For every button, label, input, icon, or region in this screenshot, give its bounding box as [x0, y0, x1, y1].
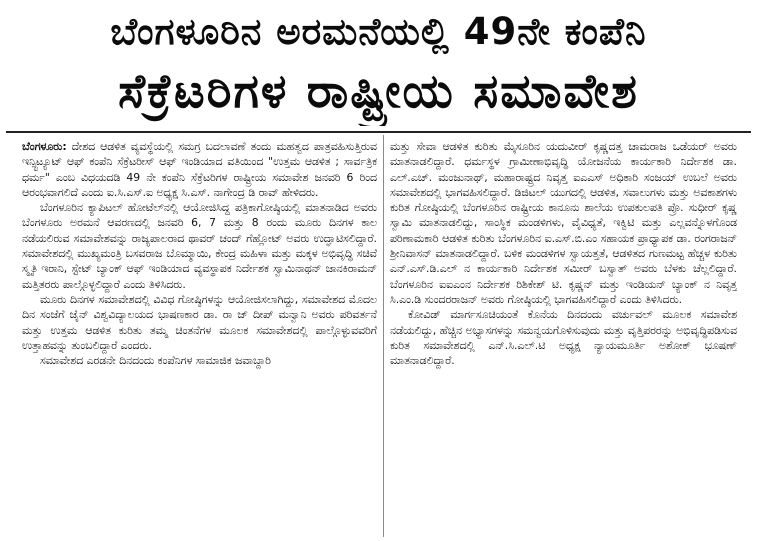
dateline: ಬೆಂಗಳೂರು:: [22, 140, 67, 153]
paragraph-text: ದೇಶದ ಆಡಳಿತ ವ್ಯವಸ್ಥೆಯಲ್ಲಿ ಸಮಗ್ರ ಬದಲಾವಣೆ ತಂದು ಮಹತ್ವದ ಪಾತ್ರವಹಿಸುತ್ತಿರುವ ಇನ್ಸ್ಟಿಟ್ಯೂಟ್ ಆಫ್ ಕಂಪೆನಿ ಸೆಕ್ರೆಟರೀಸ್ ಆಫ್ ಇಂಡಿಯಾದ ವತಿಯಿಂದ "ಉತ್ತಮ ಆಡಳಿತ ; ಸಾರ್ವತ್ರಿಕ ಧರ್ಮ" ಎಂಬ ವಿಧಯದಡಿ 49 ನೇ ಕಂಪೆನಿ ಸೆಕ್ರೆಟರಿಗಳ ರಾಷ್ಟ್ರೀಯ ಸಮಾವೇಶ ಜನವರಿ 6 ರಿಂದ ಆರಂಭವಾಗಲಿದೆ ಎಂದು ಐ.ಸಿ.ಎಸ್.ಐ ಅಧ್ಯಕ್ಷ ಸಿ.ಎಸ್. ನಾಗೇಂದ್ರ ಡಿ ರಾವ್ ಹೇಳಿದರು.: [22, 140, 377, 199]
column-divider: [383, 135, 384, 537]
article-paragraph-continued: ಮತ್ತು ಸೇವಾ ಆಡಳಿತ ಕುರಿತು ಮೈಸೂರಿನ ಯದುವೀರ್ ಕೃಷ್ಣದತ್ತ ಚಾಮರಾಜ ಒಡೆಯರ್ ಅವರು ಮಾತನಾಡಲಿದ್ದಾರೆ. ಧರ್ಮಸ್ಥಳ ಗ್ರಾಮೀಣಾಭಿವೃದ್ಧಿ ಯೋಜನೆಯ ಕಾರ್ಯಕಾರಿ ನಿರ್ದೇಶಕ ಡಾ. ಎಲ್.ಎಚ್. ಮಂಜುನಾಥ್, ಮಹಾರಾಷ್ಟ್ರದ ನಿವೃತ್ತ ಐಎಎಸ್ ಅಧಿಕಾರಿ ಸಂಜಯ್ ಉಬಲೆ ಅವರು ಸಮಾವೇಶದಲ್ಲಿ ಭಾಗವಹಿಸಲಿದ್ದಾರೆ. ಡಿಜಿಟಲ್ ಯುಗದಲ್ಲಿ ಆಡಳಿತ, ಸವಾಲುಗಳು ಮತ್ತು ಅವಕಾಶಗಳು ಕುರಿತ ಗೋಷ್ಠಿಯಲ್ಲಿ ಬೆಂಗಳೂರಿನ ರಾಷ್ಟ್ರೀಯ ಕಾನೂನು ಶಾಲೆಯ ಉಪಕುಲಪತಿ ಪ್ರೊ. ಸುಧೀರ್ ಕೃಷ್ಣ ಸ್ವಾಮಿ ಮಾತನಾಡಲಿದ್ದು, ಸಾಂಸ್ಥಿಕ ಮಂಡಳಿಗಳು, ವೈವಿಧ್ಯತೆ, ಇಕ್ವಿಟಿ ಮತ್ತು ಎಲ್ಲವನ್ನೊಳಗೊಂಡ ಪರಿಣಾಮಕಾರಿ ಆಡಳಿತ ಕುರಿತು ಬೆಂಗಳೂರಿನ ಐ.ಎಸ್.ಬಿ.ಎಂ ಸಹಾಯಕ ಪ್ರಾಧ್ಯಾಪಕ ಡಾ. ರಂಗರಾಜನ್ ಶ್ರೀನಿವಾಸನ್ ಮಾತನಾಡಲಿದ್ದಾರೆ. ಬಳಿಕ ಮಂಡಳಿಗಳ ಸ್ವಾಯತ್ತತೆ, ಆಡಳಿತದ ಗುಣಮಟ್ಟ ಹೆಚ್ಚಳ ಕುರಿತು ಎನ್.ಎಸ್.ಡಿ.ಎಲ್ ನ ಕಾರ್ಯಕಾರಿ ನಿರ್ದೇಶಕ ಸಮೀರ್ ಬಸ್ವಾತ್ ಅವರು ಬೆಳಕು ಚೆಲ್ಲಲಿದ್ದಾರೆ. ಬೆಂಗಳೂರಿನ ಐಐಎಂನ ನಿರ್ದೇಶಕ ರಿಶಿಕೇಶ್ ಟಿ. ಕೃಷ್ಣನ್ ಮತ್ತು ಇಂಡಿಯನ್ ಬ್ಯಾಂಕ್ ನ ನಿವೃತ್ತ ಸಿ.ಎಂ.ಡಿ ಸುಂದರರಾಜನ್ ಅವರು ಗೋಷ್ಠಿಯಲ್ಲಿ ಭಾಗವಹಿಸಲಿದ್ದಾರೆ ಎಂದು ತಿಳಿಸಿದರು.: [390, 140, 737, 306]
headline-line-2: ಸೆಕ್ರೆಟರಿಗಳ ರಾಷ್ಟ್ರೀಯ ಸಮಾವೇಶ: [118, 64, 639, 119]
article-lead-paragraph: [22, 139, 377, 200]
headline-line-1: ಬೆಂಗಳೂರಿನ ಅರಮನೆಯಲ್ಲಿ 49ನೇ ಕಂಪೆನಿ: [110, 10, 647, 53]
article-paragraph: ಸಮಾವೇಶದ ಎರಡನೇ ದಿನದಂದು ಕಂಪೆನಿಗಳ ಸಾಮಾಜಿಕ ಜವಾಬ್ದಾರಿ: [40, 354, 271, 368]
article-paragraph: ಮೂರು ದಿನಗಳ ಸಮಾವೇಶದಲ್ಲಿ ವಿವಿಧ ಗೋಷ್ಠಿಗಳನ್ನು ಆಯೋಜಿಸಲಾಗಿದ್ದು, ಸಮಾವೇಶದ ಮೊದಲ ದಿನ ಸಂಜೆಗೆ ಜೈನ್ ವಿಶ್ವವಿದ್ಯಾಲಯದ ಭಾಷಣಕಾರ ಡಾ. ರಾ ಜ್ ದೀಪ್ ಮನ್ವಾನಿ ಅವರು ಪರಿವರ್ತನೆ ಮತ್ತು ಉತ್ತಮ ಆಡಳಿತ ಕುರಿತು ತಮ್ಮ ಚಿಂತನೆಗಳ ಮೂಲಕ ಸಮಾವೇಶದಲ್ಲಿ ಪಾಲ್ಗೊಳ್ಳುವವರಿಗೆ ಉತ್ತಾಹವನ್ನು ತುಂಬಲಿದ್ದಾರೆ ಎಂದರು.: [22, 292, 377, 352]
article-paragraph: ಕೋವಿಡ್ ಮಾರ್ಗಸೂಚಿಯಂತೆ ಕೊನೆಯ ದಿನದಂದು ವರ್ಚುವಲ್ ಮೂಲಕ ಸಮಾವೇಶ ನಡೆಯಲಿದ್ದು, ಹೆಚ್ಚಿನ ಅಭ್ಯಾಸಗಳನ್ನು ಸಮನ್ವಯಗೊಳಿಸುವುದು ಮತ್ತು ವೃತ್ತಿಪರರನ್ನು ಅಭಿವೃದ್ಧಿಪಡಿಸುವ ಕುರಿತ ಸಮಾವೇಶದಲ್ಲಿ ಎನ್.ಸಿ.ಎಲ್.ಟಿ ಅಧ್ಯಕ್ಷ ನ್ಯಾಯಮೂರ್ತಿ ಅಶೋಕ್ ಭೂಷಣ್ ಮಾತನಾಡಲಿದ್ದಾರೆ.: [390, 308, 737, 368]
headline-rule: [6, 131, 751, 133]
article-paragraph: ಬೆಂಗಳೂರಿನ ಕ್ಯಾಪಿಟಲ್ ಹೋಟೆಲ್‌ನಲ್ಲಿ ಆಯೋಜಿಸಿದ್ದ ಪತ್ರಿಕಾಗೋಷ್ಠಿಯಲ್ಲಿ ಮಾತನಾಡಿದ ಅವರು ಬೆಂಗಳೂರು ಅರಮನೆ ಆವರಣದಲ್ಲಿ ಜನವರಿ 6, 7 ಮತ್ತು 8 ರಂದು ಮೂರು ದಿನಗಳ ಕಾಲ ನಡೆಯಲಿರುವ ಸಮಾವೇಶವನ್ನು ರಾಜ್ಯಪಾಲರಾದ ಥಾವರ್ ಚಂದ್ ಗೆಹ್ಲೋಟ್ ಅವರು ಉದ್ಘಾಟಿಸಲಿದ್ದಾರೆ. ಸಮಾವೇಶದಲ್ಲಿ ಮುಖ್ಯಮಂತ್ರಿ ಬಸವರಾಜ ಬೊಮ್ಮಾಯಿ, ಕೇಂದ್ರ ಮಹಿಳಾ ಮತ್ತು ಮಕ್ಕಳ ಅಭಿವೃದ್ಧಿ ಸಚಿವೆ ಸ್ಮೃತಿ ಇರಾನಿ, ಸ್ಟೇಟ್ ಬ್ಯಾಂಕ್ ಆಫ್ ಇಂಡಿಯಾದ ವ್ಯವಸ್ಥಾಪಕ ನಿರ್ದೇಶಕ ಸ್ವಾಮಿನಾಥನ್ ಜಾನಕಿರಾಮನ್ ಮತ್ತಿತರರು ಪಾಲ್ಗೊಳ್ಳಲಿದ್ದಾರೆ ಎಂದು ತಿಳಿಸಿದರು.: [22, 201, 377, 291]
article-column-right: [390, 139, 737, 539]
article-column-left: [22, 139, 377, 539]
